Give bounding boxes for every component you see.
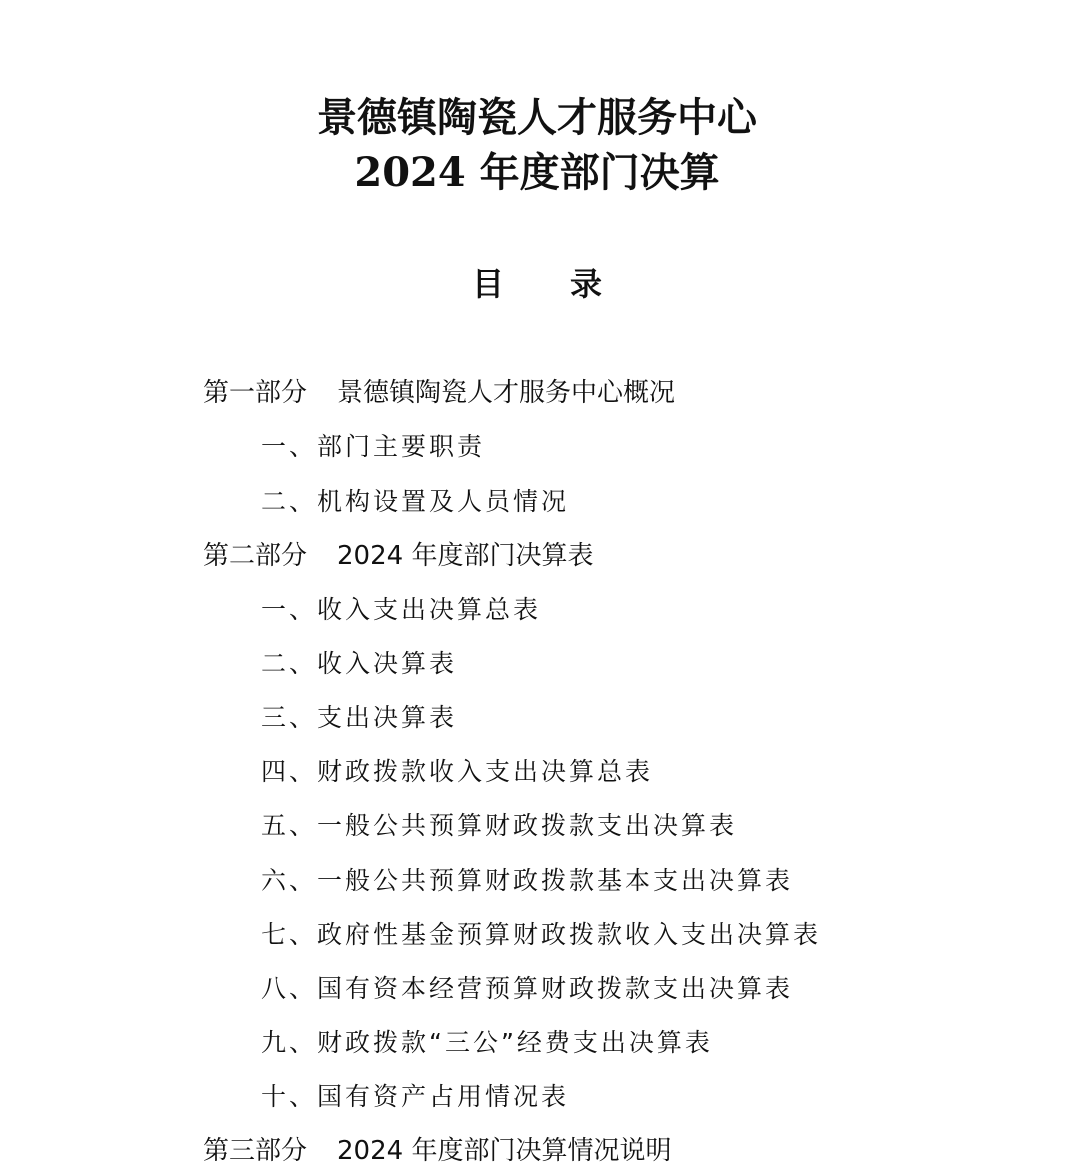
toc-part-1-number: 第一部分 — [203, 378, 308, 408]
toc-part-1 — [203, 378, 675, 408]
toc-part-3 — [203, 1136, 671, 1166]
toc-item: 五、一般公共预算财政拨款支出决算表 — [261, 811, 738, 840]
toc-part-1-name: 景德镇陶瓷人才服务中心概况 — [337, 378, 676, 408]
toc-item: 六、一般公共预算财政拨款基本支出决算表 — [261, 866, 794, 895]
toc-item: 九、财政拨款“三公”经费支出决算表 — [261, 1028, 713, 1057]
toc-item: 二、收入决算表 — [261, 649, 458, 678]
toc-item: 十、国有资产占用情况表 — [261, 1082, 570, 1111]
toc-part-3-number: 第三部分 — [203, 1136, 308, 1166]
toc-part-2-name: 2024 年度部门决算表 — [337, 541, 594, 571]
toc-item: 一、部门主要职责 — [261, 432, 486, 461]
toc-heading-char-2: 录 — [570, 265, 603, 303]
toc-part-2 — [203, 541, 593, 571]
toc-item: 四、财政拨款收入支出决算总表 — [261, 757, 654, 786]
toc-part-2-number: 第二部分 — [203, 541, 308, 571]
document-title-line-2: 2024 年度部门决算 — [354, 149, 720, 196]
document-title-line-1: 景德镇陶瓷人才服务中心 — [317, 94, 757, 141]
toc-part-3-name: 2024 年度部门决算情况说明 — [337, 1136, 672, 1166]
toc-item: 三、支出决算表 — [261, 703, 458, 732]
toc-item: 一、收入支出决算总表 — [261, 595, 542, 624]
toc-item: 八、国有资本经营预算财政拨款支出决算表 — [261, 974, 794, 1003]
toc-item: 七、政府性基金预算财政拨款收入支出决算表 — [261, 920, 822, 949]
toc-heading-char-1: 目 — [471, 265, 504, 303]
toc-item: 二、机构设置及人员情况 — [261, 487, 570, 516]
